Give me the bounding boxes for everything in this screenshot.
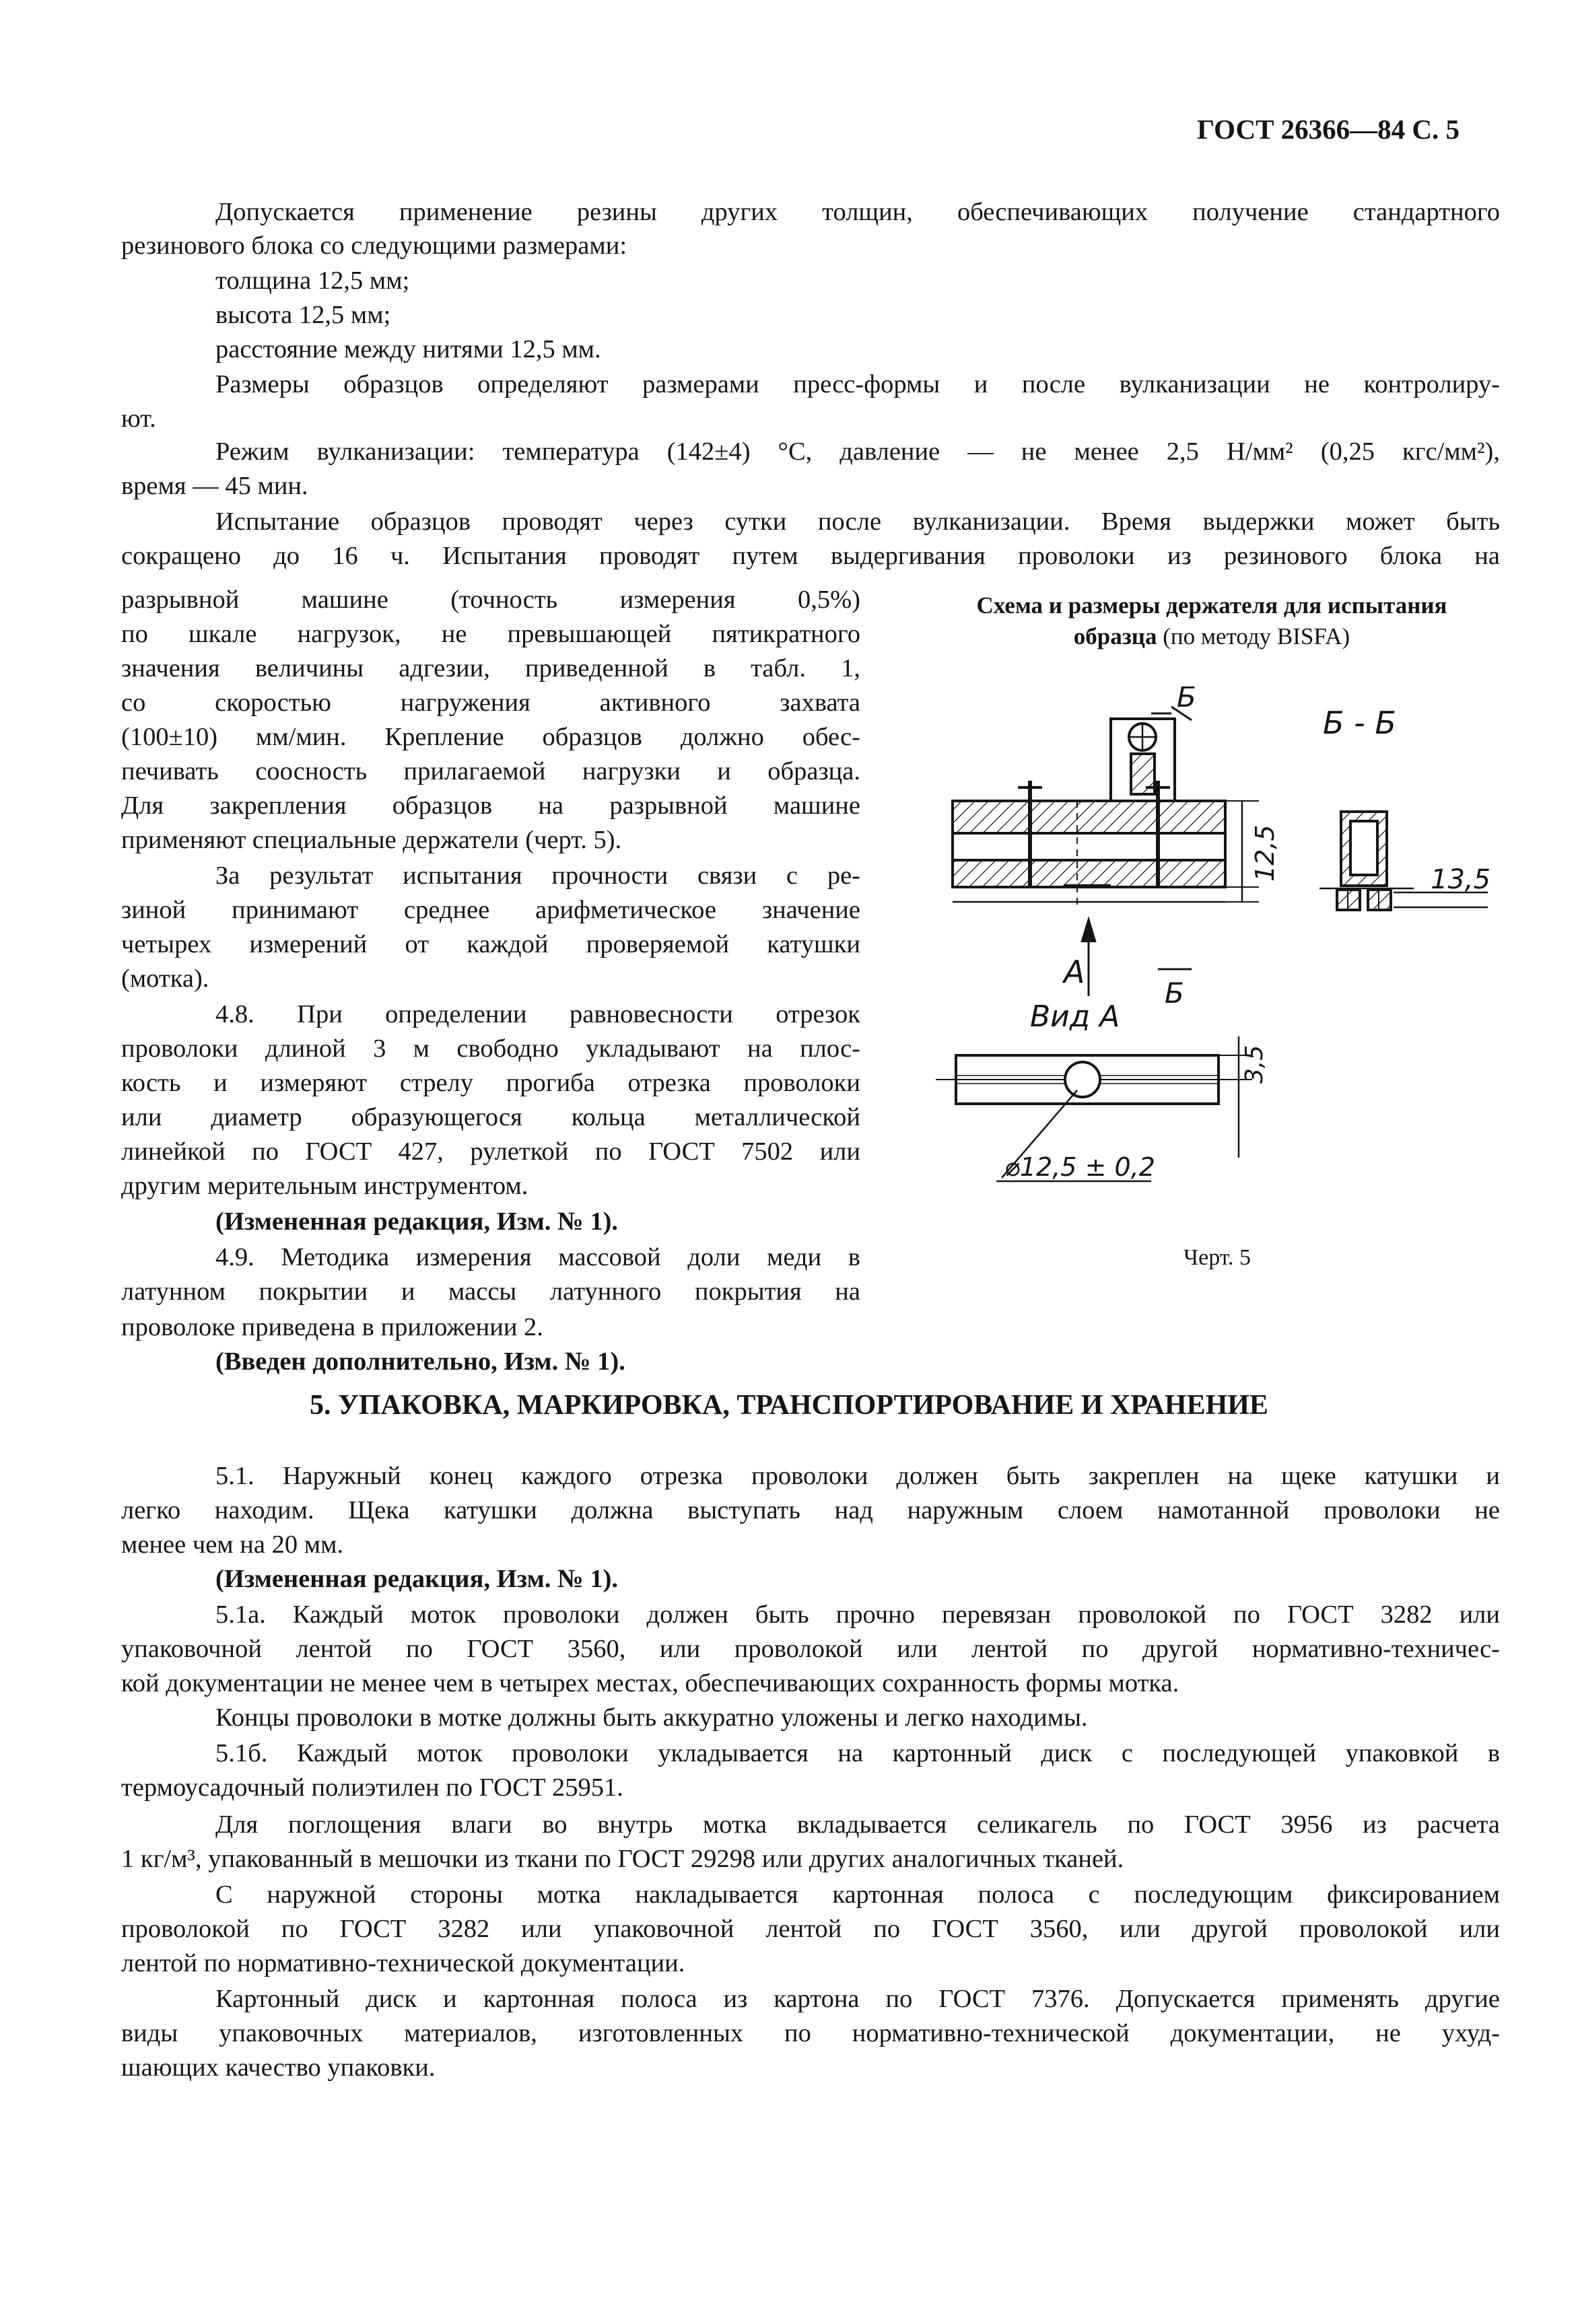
text-line: 4.9. Методика измерения массовой доли меди в bbox=[215, 1243, 860, 1271]
text-line: Картонный диск и картонная полоса из картона по ГОСТ 7376. Допускается применять другие bbox=[215, 1985, 1500, 2013]
figure-caption: Схема и размеры держателя для испытания bbox=[976, 592, 1447, 619]
text-line: Для поглощения влаги во внутрь мотка вкладывается селикагель по ГОСТ 3956 из расчета bbox=[215, 1810, 1500, 1839]
text-line: или диаметр образующегося кольца металлической bbox=[121, 1103, 860, 1131]
section-heading: 5. УПАКОВКА, МАРКИРОВКА, ТРАНСПОРТИРОВАНИЕ И ХРАНЕНИЕ bbox=[310, 1390, 1268, 1421]
text-line: линейкой по ГОСТ 427, рулеткой по ГОСТ 7502 или bbox=[121, 1137, 860, 1166]
text-line: Режим вулканизации: температура (142±4) °С, давление — не менее 2,5 Н/мм² (0,25 кгс/мм²), bbox=[215, 437, 1500, 466]
figure-caption-bold: образца bbox=[1073, 623, 1157, 649]
text-line: 5.1. Наружный конец каждого отрезка проволоки должен быть закреплен на щеке катушки и bbox=[215, 1462, 1500, 1490]
text-line: толщина 12,5 мм; bbox=[215, 267, 410, 295]
text-line: (100±10) мм/мин. Крепление образцов должно обес- bbox=[121, 723, 860, 751]
text-line: легко находим. Щека катушки должна выступать над наружным слоем намотанной проволоки не bbox=[121, 1496, 1500, 1524]
text-line: разрывной машине (точность измерения 0,5%) bbox=[121, 586, 860, 614]
dim-height: 12,5 bbox=[1250, 824, 1280, 882]
text-line: Для закрепления образцов на разрывной машине bbox=[121, 791, 860, 820]
text-line: сокращено до 16 ч. Испытания проводят путем выдергивания проволоки из резинового блока на bbox=[121, 542, 1500, 570]
text-line: Концы проволоки в мотке должны быть аккуратно уложены и легко находимы. bbox=[215, 1703, 1088, 1732]
text-line: со скоростью нагружения активного захвата bbox=[121, 689, 860, 717]
text-line: 4.8. При определении равновесности отрезок bbox=[215, 1000, 860, 1028]
front-view bbox=[953, 707, 1259, 996]
text-line: проволоке приведена в приложении 2. bbox=[121, 1313, 543, 1341]
figure-caption-line2 bbox=[929, 621, 1495, 652]
text-line: ют. bbox=[121, 404, 156, 433]
dim-width: 13,5 bbox=[1431, 864, 1491, 895]
label-b-top: Б bbox=[1177, 686, 1196, 713]
text-line: значения величины адгезии, приведенной в табл. 1, bbox=[121, 654, 860, 682]
text-line: шающих качество упаковки. bbox=[121, 2053, 436, 2082]
text-line: четырех измерений от каждой проверяемой катушки bbox=[121, 930, 860, 958]
text-line: лентой по нормативно-технической документации. bbox=[121, 1949, 685, 1977]
text-line: 5.1б. Каждый моток проволоки укладывается на картонный диск с последующей упаковкой в bbox=[215, 1739, 1500, 1767]
text-line: время — 45 мин. bbox=[121, 472, 308, 500]
text-line: проволокой по ГОСТ 3282 или упаковочной лентой по ГОСТ 3560, или другой проволокой или bbox=[121, 1915, 1500, 1943]
page-header: ГОСТ 26366—84 С. 5 bbox=[1197, 114, 1460, 145]
figure-caption-rest: (по методу BISFA) bbox=[1157, 623, 1350, 649]
section-view bbox=[1319, 812, 1491, 910]
label-a: А bbox=[1064, 954, 1085, 990]
label-b-bottom: Б bbox=[1165, 977, 1184, 1010]
text-line: печивать соосность прилагаемой нагрузки и образца. bbox=[121, 757, 860, 785]
text-line: латунном покрытии и массы латунного покрытия на bbox=[121, 1277, 860, 1306]
text-line: За результат испытания прочности связи с ре- bbox=[215, 861, 860, 890]
dim-diameter: ⌀12,5 ± 0,2 bbox=[1004, 1152, 1155, 1182]
text-line: Размеры образцов определяют размерами пресс-формы и после вулканизации не контролиру- bbox=[215, 370, 1500, 398]
text-line: другим мерительным инструментом. bbox=[121, 1172, 528, 1200]
label-section-title: Б - Б bbox=[1323, 705, 1396, 741]
text-line: зиной принимают среднее арифметическое значение bbox=[121, 896, 860, 924]
text-line: Испытание образцов проводят через сутки после вулканизации. Время выдержки может быть bbox=[215, 507, 1500, 536]
text-line: резинового блока со следующими размерами: bbox=[121, 232, 627, 260]
text-line: проволоки длиной 3 м свободно укладывают на плос- bbox=[121, 1034, 860, 1063]
text-line: кость и измеряют стрелу прогиба отрезка проволоки bbox=[121, 1069, 860, 1097]
text-line: упаковочной лентой по ГОСТ 3560, или проволокой или лентой по другой нормативно-техничес- bbox=[121, 1635, 1500, 1663]
text-line: 5.1а. Каждый моток проволоки должен быть прочно перевязан проволокой по ГОСТ 3282 или bbox=[215, 1600, 1500, 1629]
text-line: (мотка). bbox=[121, 964, 209, 993]
text-line: С наружной стороны мотка накладывается картонная полоса с последующим фиксированием bbox=[215, 1880, 1500, 1909]
text-line: менее чем на 20 мм. bbox=[121, 1530, 344, 1559]
amendment-note: (Измененная редакция, Изм. № 1). bbox=[215, 1565, 619, 1593]
text-line: расстояние между нитями 12,5 мм. bbox=[215, 335, 601, 363]
amendment-note: (Измененная редакция, Изм. № 1). bbox=[215, 1207, 619, 1236]
holder-drawing bbox=[929, 686, 1535, 1272]
text-line: виды упаковочных материалов, изготовленных по нормативно-технической документации, не ухуд- bbox=[121, 2019, 1500, 2047]
text-line: высота 12,5 мм; bbox=[215, 301, 391, 329]
text-line: 1 кг/м³, упакованный в мешочки из ткани по ГОСТ 29298 или других аналогичных тканей. bbox=[121, 1845, 1124, 1873]
text-line: термоусадочный полиэтилен по ГОСТ 25951. bbox=[121, 1773, 623, 1802]
drawing-label: Черт. 5 bbox=[1184, 1245, 1251, 1270]
dim-small: 3,5 bbox=[1241, 1045, 1268, 1084]
text-line: кой документации не менее чем в четырех местах, обеспечивающих сохранность формы мотка. bbox=[121, 1669, 1179, 1697]
text-line: по шкале нагрузок, не превышающей пятикратного bbox=[121, 620, 860, 648]
amendment-note: (Введен дополнительно, Изм. № 1). bbox=[215, 1347, 625, 1376]
text-line: применяют специальные держатели (черт. 5). bbox=[121, 826, 622, 854]
label-view-a: Вид А bbox=[1030, 999, 1120, 1034]
text-line: Допускается применение резины других толщин, обеспечивающих получение стандартного bbox=[215, 198, 1500, 226]
